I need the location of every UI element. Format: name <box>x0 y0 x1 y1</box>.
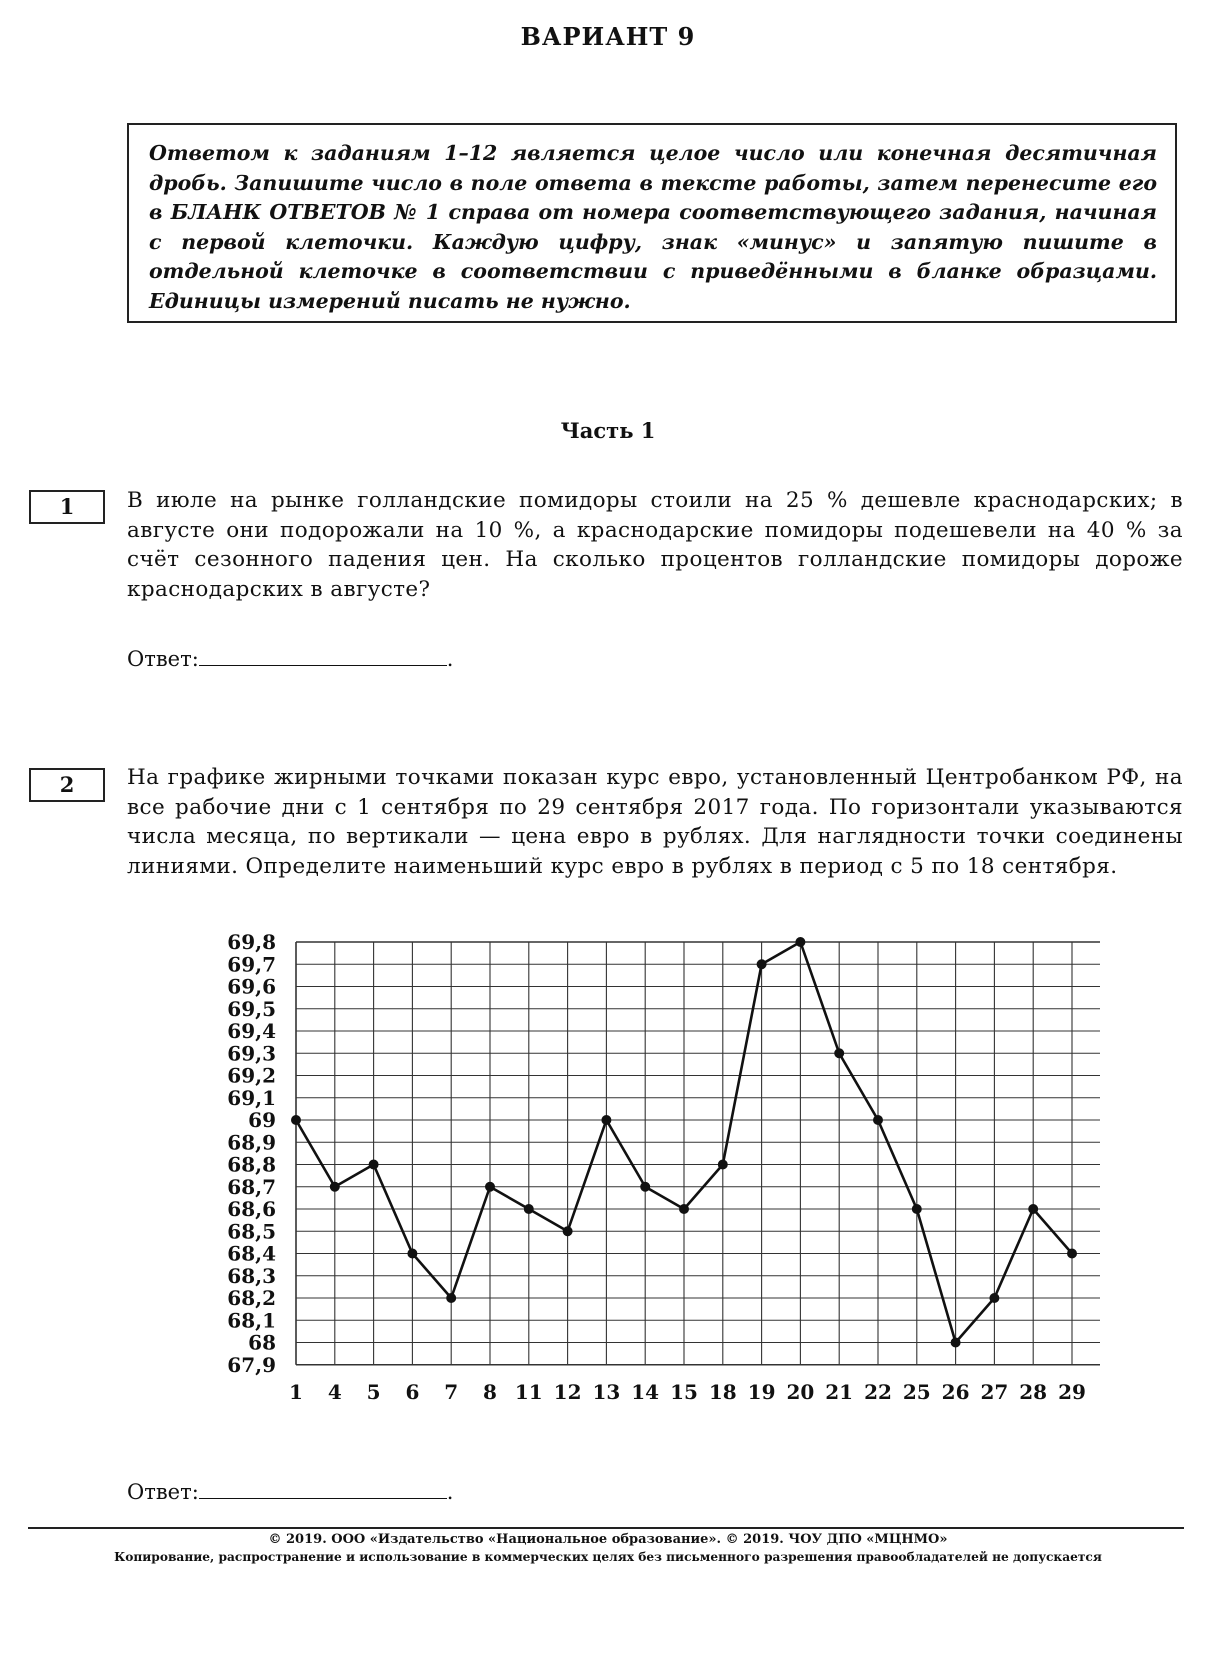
x-tick-label: 18 <box>708 1379 737 1404</box>
x-tick-label: 20 <box>786 1379 815 1404</box>
y-tick-label: 69,5 <box>227 996 276 1021</box>
y-tick-label: 68,1 <box>227 1308 276 1333</box>
footer-rule <box>28 1527 1184 1529</box>
data-point <box>1067 1249 1077 1259</box>
x-tick-label: 19 <box>747 1379 776 1404</box>
y-tick-label: 68,7 <box>227 1174 276 1199</box>
x-tick-label: 6 <box>405 1379 420 1404</box>
task-1-number: 1 <box>29 490 105 524</box>
y-tick-label: 68 <box>248 1330 276 1355</box>
x-tick-label: 1 <box>289 1379 303 1404</box>
y-tick-label: 68,4 <box>227 1241 276 1266</box>
x-tick-label: 27 <box>980 1379 1009 1404</box>
data-point <box>1028 1204 1038 1214</box>
task-1-answer-label: Ответ: <box>127 647 199 671</box>
data-point <box>989 1293 999 1303</box>
task-2-answer-label: Ответ: <box>127 1480 199 1504</box>
task-1-text: В июле на рынке голландские помидоры стоили на 25 % дешевле краснодарских; в августе они подорожали на 10 %, а краснодарские помидоры подешевели на 40 % за счёт сезонного падения цен. На сколько процентов голландские помидоры дороже краснодарских в августе? <box>127 488 1183 602</box>
data-point <box>446 1293 456 1303</box>
task-1-answer <box>127 645 453 671</box>
data-point <box>873 1115 883 1125</box>
y-tick-label: 68,8 <box>227 1152 276 1177</box>
task-2-number: 2 <box>29 768 105 802</box>
data-point <box>524 1204 534 1214</box>
data-point <box>718 1160 728 1170</box>
y-axis-ticks <box>227 930 276 1377</box>
x-tick-label: 21 <box>825 1379 854 1404</box>
y-tick-label: 68,3 <box>227 1263 276 1288</box>
task-1-answer-field[interactable] <box>199 645 447 666</box>
footer-notice: Копирование, распространение и использование в коммерческих целях без письменного разрешения правообладателей не допускается <box>114 1550 1102 1564</box>
x-tick-label: 13 <box>592 1379 621 1404</box>
y-tick-label: 69,4 <box>227 1019 276 1043</box>
data-point <box>291 1115 301 1125</box>
data-point <box>834 1048 844 1058</box>
data-point <box>640 1182 650 1192</box>
x-tick-label: 26 <box>941 1379 970 1404</box>
x-tick-label: 5 <box>366 1379 381 1404</box>
y-tick-label: 68,2 <box>227 1286 276 1310</box>
y-tick-label: 69 <box>248 1108 276 1132</box>
x-tick-label: 12 <box>553 1379 582 1404</box>
y-tick-label: 69,3 <box>227 1041 276 1066</box>
x-tick-label: 11 <box>514 1379 543 1404</box>
x-tick-label: 25 <box>902 1379 931 1404</box>
x-tick-label: 22 <box>864 1379 892 1404</box>
data-point <box>330 1182 340 1192</box>
data-point <box>757 959 767 969</box>
task-1-answer-end: . <box>446 647 454 671</box>
x-tick-label: 28 <box>1019 1379 1048 1404</box>
x-tick-label: 14 <box>631 1379 660 1404</box>
y-tick-label: 67,9 <box>227 1352 276 1377</box>
y-tick-label: 69,6 <box>227 974 276 999</box>
x-axis-ticks <box>289 1380 1086 1404</box>
data-point <box>485 1182 495 1192</box>
task-2-answer-field[interactable] <box>199 1478 447 1499</box>
y-tick-label: 69,2 <box>227 1063 276 1088</box>
data-point <box>795 937 805 947</box>
x-tick-label: 29 <box>1058 1379 1086 1404</box>
data-point <box>951 1338 961 1348</box>
y-tick-label: 68,5 <box>227 1219 276 1244</box>
data-point <box>601 1115 611 1125</box>
y-tick-label: 68,6 <box>227 1197 276 1221</box>
x-tick-label: 7 <box>444 1379 459 1404</box>
data-point <box>369 1160 379 1170</box>
y-tick-label: 69,7 <box>227 952 276 977</box>
footer-copyright: © 2019. ООО «Издательство «Национальное образование». © 2019. ЧОУ ДПО «МЦНМО» <box>268 1532 948 1547</box>
y-tick-label: 69,8 <box>227 930 276 954</box>
x-tick-label: 15 <box>670 1379 698 1404</box>
part-title: Часть 1 <box>560 418 656 443</box>
data-point <box>912 1204 922 1214</box>
y-tick-label: 69,1 <box>227 1085 276 1110</box>
instructions-box: Ответом к заданиям 1–12 является целое число или конечная десятичная дробь. Запишите число в поле ответа в тексте работы, затем перенесите его в БЛАНК ОТВЕТОВ № 1 справа от номера соответствующего задания, начиная с первой клеточки. Каждую цифру, знак «минус» и запятую пишите в отдельной клеточке в соответствии с приведёнными в бланке образцами. Единицы измерений писать не нужно. <box>127 123 1177 323</box>
data-point <box>407 1249 417 1259</box>
y-tick-label: 68,9 <box>227 1130 276 1155</box>
x-tick-label: 4 <box>327 1379 342 1404</box>
data-point <box>679 1204 689 1214</box>
x-tick-label: 8 <box>483 1379 497 1404</box>
euro-rate-chart <box>200 925 1100 1415</box>
task-2-answer-end: . <box>446 1480 454 1504</box>
data-point <box>563 1226 573 1236</box>
variant-title: ВАРИАНТ 9 <box>520 22 696 51</box>
task-2-text: На графике жирными точками показан курс евро, установленный Центробанком РФ, на все рабочие дни с 1 сентября по 29 сентября 2017 года. По горизонтали указываются числа месяца, по вертикали — цена евро в рублях. Для наглядности точки соединены линиями. Определите наименьший курс евро в рублях в период с 5 по 18 сентября. <box>127 765 1183 879</box>
task-2-answer <box>127 1478 453 1504</box>
chart-grid <box>296 942 1100 1365</box>
